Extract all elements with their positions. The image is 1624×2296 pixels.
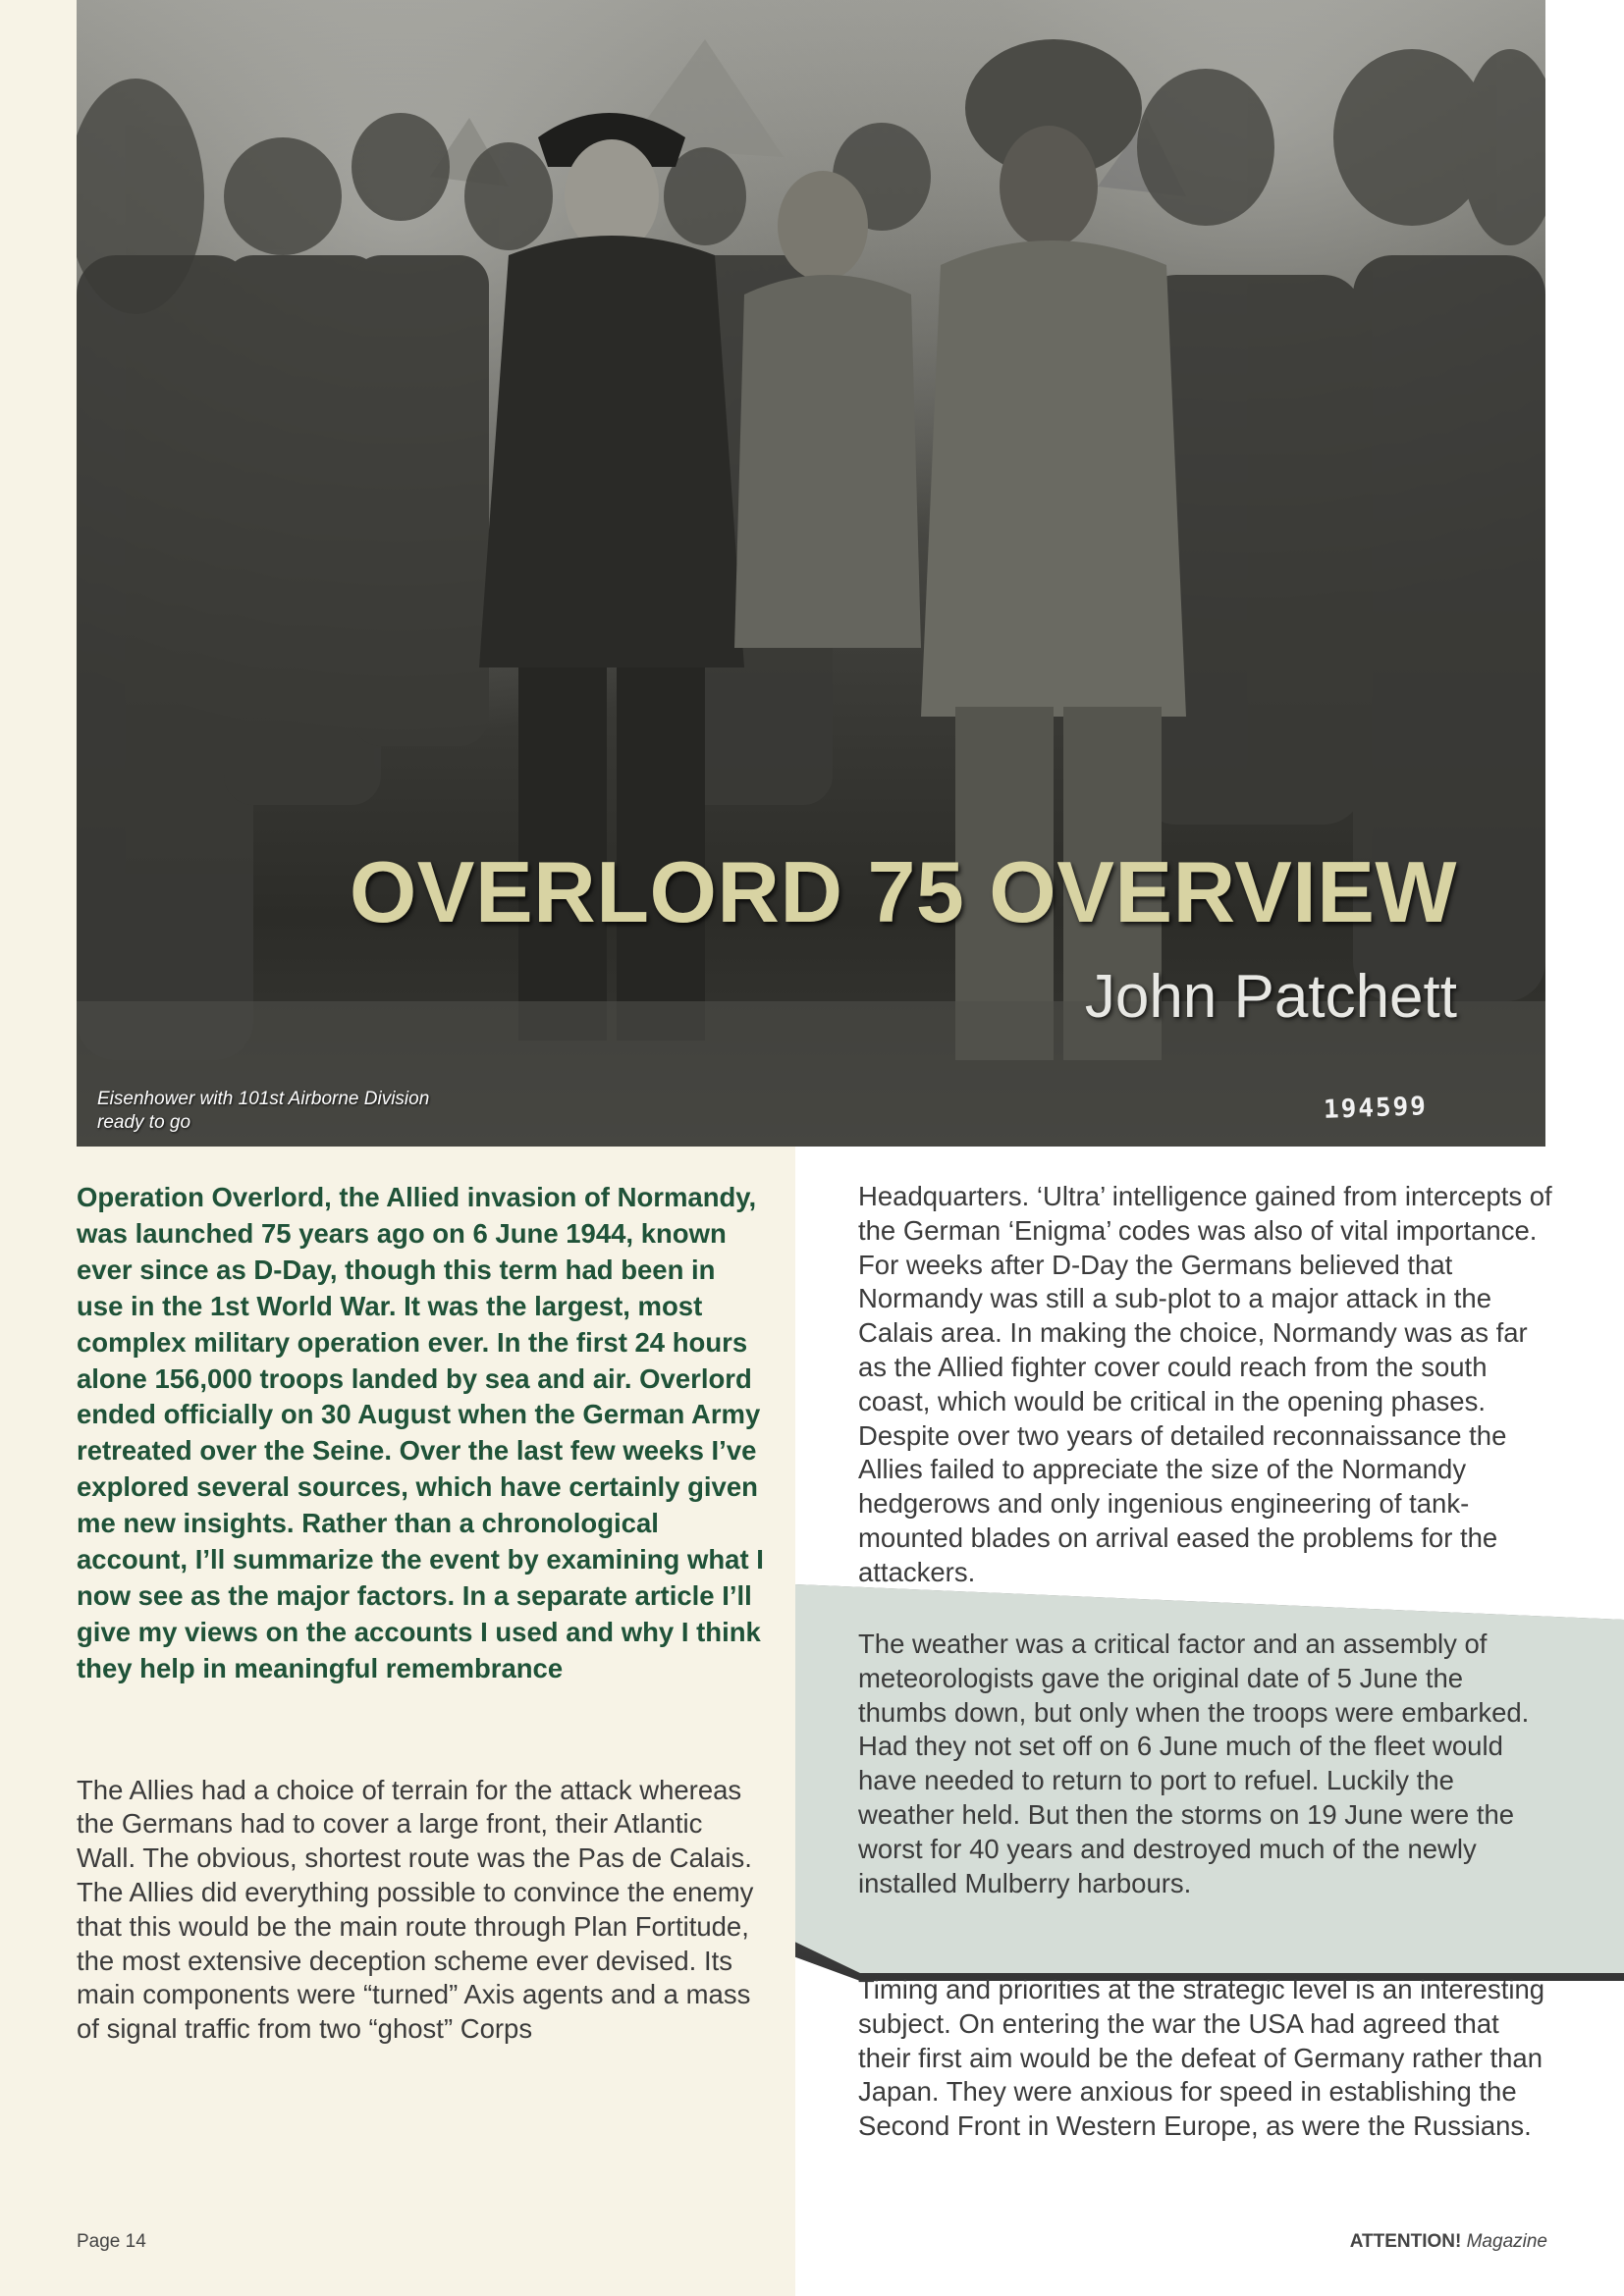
body-paragraph-timing: Timing and priorities at the strategic level is an interesting subject. On entering the war the USA had agreed that their first aim would be the defeat of Germany rather than Japan. They were anxious for speed in establishing the Second Front in Western Europe, as were the Russians. (858, 1974, 1545, 2142)
article-title: OVERLORD 75 OVERVIEW (349, 843, 1457, 940)
left-column (77, 1180, 764, 2047)
body-paragraph-weather: The weather was a critical factor and an assembly of meteorologists gave the original date of 5 June the thumbs down, but only when the troops were embarked. Had they not set off on 6 June much of the fleet would have needed to return to port to refuel. Luckily the weather held. But then the storms on 19 June were the worst for 40 years and destroyed much of the newly installed Mulberry harbours. (858, 1629, 1530, 1898)
right-column-paragraph-weather (858, 1628, 1555, 1900)
magazine-name (1350, 2231, 1547, 2253)
hero-photo (77, 0, 1545, 1147)
right-column-paragraph-intelligence (858, 1180, 1555, 1590)
author-byline: John Patchett (1084, 963, 1457, 1031)
lead-paragraph: Operation Overlord, the Allied invasion of Normandy, was launched 75 years ago on 6 June 1944, known ever since as D-Day, though this term had been in use in the 1st World War. It was the largest, most complex military operation ever. In the first 24 hours alone 156,000 troops landed by sea and air. Overlord ended officially on 30 August when the German Army retreated over the Seine. Over the last few weeks I’ve explored several sources, which have certainly given me new insights. Rather than a chronological account, I’ll summarize the event by examining what I now see as the major factors. In a separate article I’ll give my views on the accounts I used and why I think they help in meaningful remembrance (77, 1182, 764, 1683)
body-paragraph-terrain: The Allies had a choice of terrain for the attack whereas the Germans had to cover a large front, their Atlantic Wall. The obvious, shortest route was the Pas de Calais. The Allies did everything possible to convince the enemy that this would be the main route through Plan Fortitude, the most extensive deception scheme ever devised. Its main components were “turned” Axis agents and a mass of signal traffic from two “ghost” Corps (77, 1774, 754, 2045)
paratrooper-left-figure (734, 171, 921, 648)
photo-caption: Eisenhower with 101st Airborne Division ready to go (97, 1089, 430, 1133)
magazine-name-italic: Magazine (1466, 2231, 1547, 2252)
photo-archive-number: 194599 (1323, 1092, 1429, 1125)
body-paragraph-intelligence: Headquarters. ‘Ultra’ intelligence gained from intercepts of the German ‘Enigma’ codes was also of vital importance. For weeks after D-Day the Germans believed that Normandy was still a sub-plot to a major attack in the Calais area. In making the choice, Normandy was as far as the Allied fighter cover could reach from the south coast, which would be critical in the opening phases. Despite over two years of detailed reconnaissance the Allies failed to appreciate the size of the Normandy hedgerows and only ingenious engineering of tank-mounted blades on arrival eased the problems for the attackers. (858, 1181, 1552, 1587)
page-number: Page 14 (77, 2231, 146, 2252)
magazine-name-bold: ATTENTION! (1349, 2231, 1462, 2252)
right-column-paragraph-timing (858, 1973, 1555, 2144)
